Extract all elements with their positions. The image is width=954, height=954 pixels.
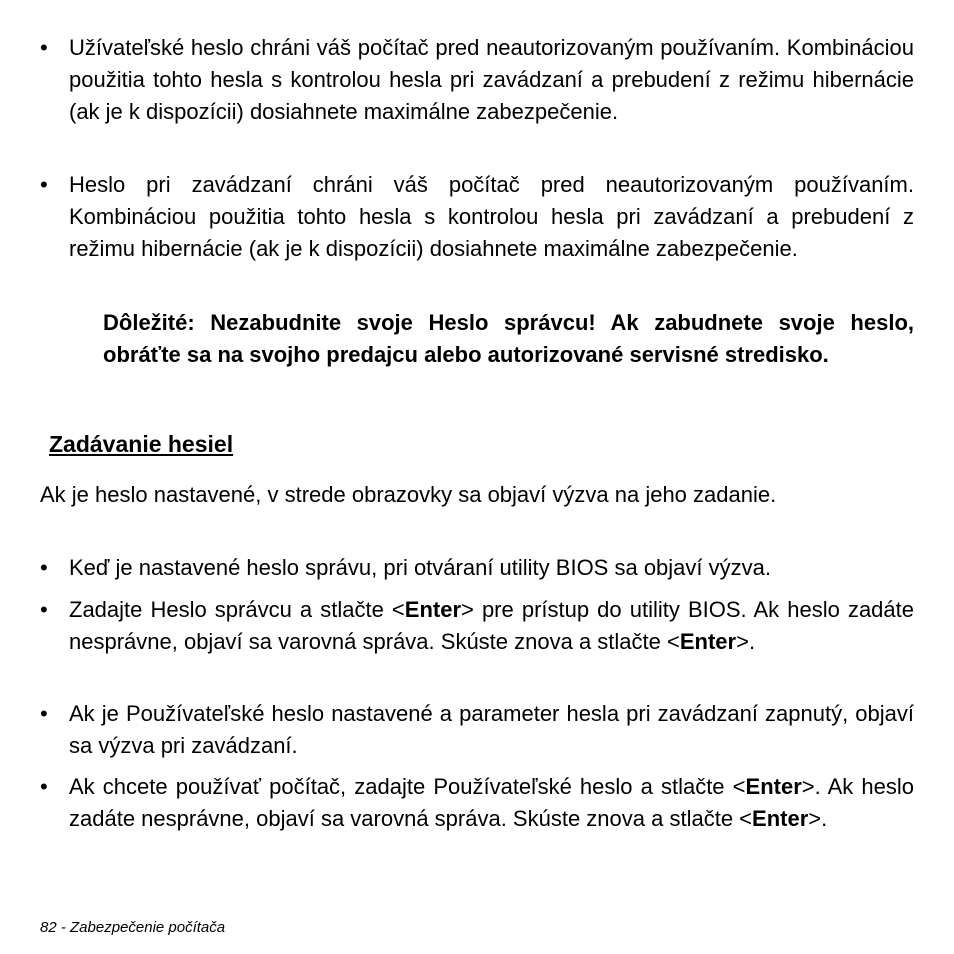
- bullet-icon: •: [40, 35, 48, 60]
- bullet-icon: •: [40, 555, 48, 580]
- list-item-text: Zadajte Heslo správcu a stlačte <Enter> pre prístup do utility BIOS. Ak heslo zadáte nesprávne, objaví sa varovná správa. Skúste znova a stlačte <Enter>.: [69, 597, 914, 654]
- list-item-text: Keď je nastavené heslo správu, pri otváraní utility BIOS sa objaví výzva.: [69, 555, 771, 580]
- bullet-icon: •: [40, 597, 48, 622]
- list-item: [40, 552, 914, 584]
- enter-key-label: Enter: [752, 806, 809, 831]
- list-item-text: Heslo pri zavádzaní chráni váš počítač pred neautorizovaným používaním. Kombináciou použitia tohto hesla s kontrolou hesla pri zavádzaní a prebudení z režimu hibernácie (ak je k dispozícii) dosiahnete maximálne zabezpečenie.: [69, 172, 914, 261]
- section-heading: Zadávanie hesiel: [49, 431, 234, 457]
- bullet-icon: •: [40, 701, 48, 726]
- enter-key-label: Enter: [745, 774, 802, 799]
- page-footer: 82 - Zabezpečenie počítača: [40, 919, 226, 936]
- important-note: Dôležité: Nezabudnite svoje Heslo správcu! Ak zabudnete svoje heslo, obráťte sa na svojho predajcu alebo autorizované servisné stredisko.: [103, 310, 914, 367]
- list-item: [40, 594, 914, 658]
- enter-key-label: Enter: [404, 597, 462, 622]
- intro-paragraph: Ak je heslo nastavené, v strede obrazovky sa objaví výzva na jeho zadanie.: [40, 482, 777, 507]
- list-item: [40, 698, 914, 762]
- list-item-text: Ak je Používateľské heslo nastavené a parameter hesla pri zavádzaní zapnutý, objaví sa výzva pri zavádzaní.: [69, 701, 914, 758]
- list-item: [40, 771, 914, 835]
- list-item: [40, 169, 914, 265]
- bullet-icon: •: [40, 172, 48, 197]
- list-item-text: Užívateľské heslo chráni váš počítač pred neautorizovaným používaním. Kombináciou použitia tohto hesla s kontrolou hesla pri zavádzaní a prebudení z režimu hibernácie (ak je k dispozícii) dosiahnete maximálne zabezpečenie.: [69, 35, 914, 124]
- enter-key-label: Enter: [679, 629, 737, 654]
- list-item-text: Ak chcete používať počítač, zadajte Používateľské heslo a stlačte <Enter>. Ak heslo zadáte nesprávne, objaví sa varovná správa. Skúste znova a stlačte <Enter>.: [69, 774, 914, 831]
- bullet-icon: •: [40, 774, 48, 799]
- list-item: [40, 32, 914, 128]
